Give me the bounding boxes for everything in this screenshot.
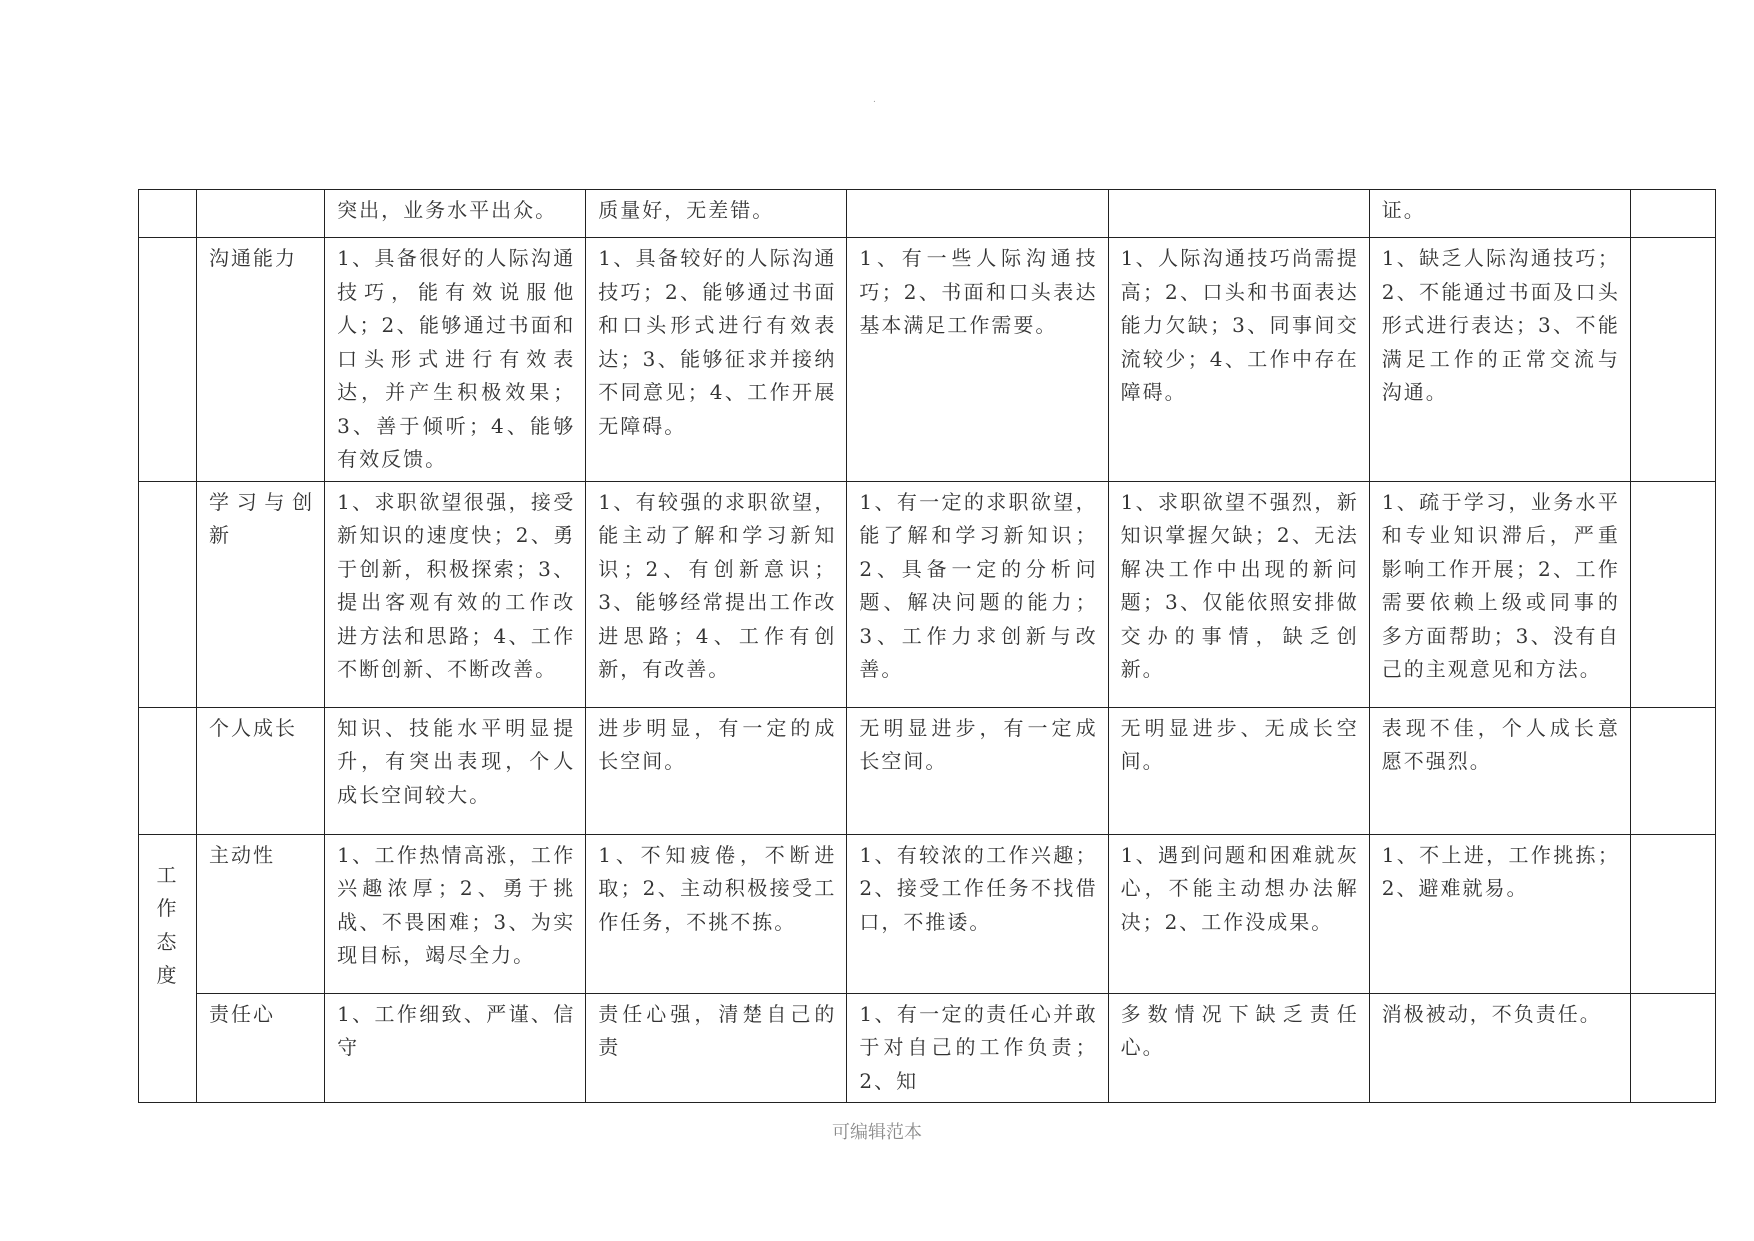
level-cell-average: 1、有一定的求职欲望，能了解和学习新知识；2、具备一定的分析问题、解决问题的能力；3、工作力求创新与改善。 — [847, 481, 1108, 707]
level-cell-fair: 1、人际沟通技巧尚需提高；2、口头和书面表达能力欠缺；3、同事间交流较少；4、工作中存在障碍。 — [1108, 238, 1369, 482]
page-footer: 可编辑范本 — [832, 1122, 922, 1143]
level-cell-average: 1、有一定的责任心并敢于对自己的工作负责；2、知 — [847, 993, 1108, 1103]
score-cell — [1630, 481, 1715, 707]
score-cell — [1630, 190, 1715, 238]
level-cell-average: 1、有较浓的工作兴趣；2、接受工作任务不找借口，不推诿。 — [847, 834, 1108, 993]
level-cell-excellent: 突出，业务水平出众。 — [325, 190, 586, 238]
level-cell-fair: 多数情况下缺乏责任心。 — [1108, 993, 1369, 1103]
level-cell-fair — [1108, 190, 1369, 238]
table-row — [139, 190, 1716, 238]
level-cell-poor: 表现不佳，个人成长意愿不强烈。 — [1369, 707, 1630, 834]
category-cell — [139, 238, 197, 482]
score-cell — [1630, 993, 1715, 1103]
level-cell-fair: 1、遇到问题和困难就灰心，不能主动想办法解决；2、工作没成果。 — [1108, 834, 1369, 993]
level-cell-average — [847, 190, 1108, 238]
level-cell-fair: 无明显进步、无成长空间。 — [1108, 707, 1369, 834]
level-cell-good: 责任心强，清楚自己的责 — [586, 993, 847, 1103]
level-cell-poor: 消极被动，不负责任。 — [1369, 993, 1630, 1103]
table-row — [139, 993, 1716, 1103]
level-cell-good: 1、具备较好的人际沟通技巧；2、能够通过书面和口头形式进行有效表达；3、能够征求并接纳不同意见；4、工作开展无障碍。 — [586, 238, 847, 482]
level-cell-excellent: 1、工作热情高涨，工作兴趣浓厚；2、勇于挑战、不畏困难；3、为实现目标，竭尽全力。 — [325, 834, 586, 993]
level-cell-excellent: 1、求职欲望很强，接受新知识的速度快；2、勇于创新，积极探索；3、提出客观有效的工作改进方法和思路；4、工作不断创新、不断改善。 — [325, 481, 586, 707]
indicator-cell — [197, 190, 325, 238]
score-cell — [1630, 238, 1715, 482]
category-cell — [139, 481, 197, 707]
score-cell — [1630, 707, 1715, 834]
table-row — [139, 834, 1716, 993]
category-cell-work-attitude — [139, 834, 197, 1103]
level-cell-average: 无明显进步，有一定成长空间。 — [847, 707, 1108, 834]
indicator-cell: 主动性 — [197, 834, 325, 993]
category-label: 工作态度 — [156, 862, 179, 987]
level-cell-fair: 1、求职欲望不强烈，新知识掌握欠缺；2、无法解决工作中出现的新问题；3、仅能依照安排做交办的事情，缺乏创新。 — [1108, 481, 1369, 707]
indicator-cell: 责任心 — [197, 993, 325, 1103]
evaluation-criteria-table — [138, 189, 1716, 1103]
level-cell-good: 1、有较强的求职欲望，能主动了解和学习新知识；2、有创新意识；3、能够经常提出工作改进思路；4、工作有创新，有改善。 — [586, 481, 847, 707]
indicator-cell: 沟通能力 — [197, 238, 325, 482]
level-cell-poor: 证。 — [1369, 190, 1630, 238]
category-cell — [139, 190, 197, 238]
score-cell — [1630, 834, 1715, 993]
table-row — [139, 481, 1716, 707]
table-row — [139, 238, 1716, 482]
level-cell-poor: 1、缺乏人际沟通技巧；2、不能通过书面及口头形式进行表达；3、不能满足工作的正常交流与沟通。 — [1369, 238, 1630, 482]
indicator-cell: 个人成长 — [197, 707, 325, 834]
level-cell-excellent: 1、工作细致、严谨、信守 — [325, 993, 586, 1103]
level-cell-good: 质量好，无差错。 — [586, 190, 847, 238]
level-cell-good: 1、不知疲倦，不断进取；2、主动积极接受工作任务，不挑不拣。 — [586, 834, 847, 993]
page-header-mark: . — [873, 95, 876, 105]
level-cell-poor: 1、疏于学习，业务水平和专业知识滞后，严重影响工作开展；2、工作需要依赖上级或同事的多方面帮助；3、没有自己的主观意见和方法。 — [1369, 481, 1630, 707]
category-cell — [139, 707, 197, 834]
level-cell-average: 1、有一些人际沟通技巧；2、书面和口头表达基本满足工作需要。 — [847, 238, 1108, 482]
level-cell-poor: 1、不上进，工作挑拣；2、避难就易。 — [1369, 834, 1630, 993]
level-cell-excellent: 1、具备很好的人际沟通技巧，能有效说服他人；2、能够通过书面和口头形式进行有效表达，并产生积极效果；3、善于倾听；4、能够有效反馈。 — [325, 238, 586, 482]
table-row — [139, 707, 1716, 834]
level-cell-good: 进步明显，有一定的成长空间。 — [586, 707, 847, 834]
indicator-cell: 学习与创新 — [197, 481, 325, 707]
level-cell-excellent: 知识、技能水平明显提升，有突出表现，个人成长空间较大。 — [325, 707, 586, 834]
